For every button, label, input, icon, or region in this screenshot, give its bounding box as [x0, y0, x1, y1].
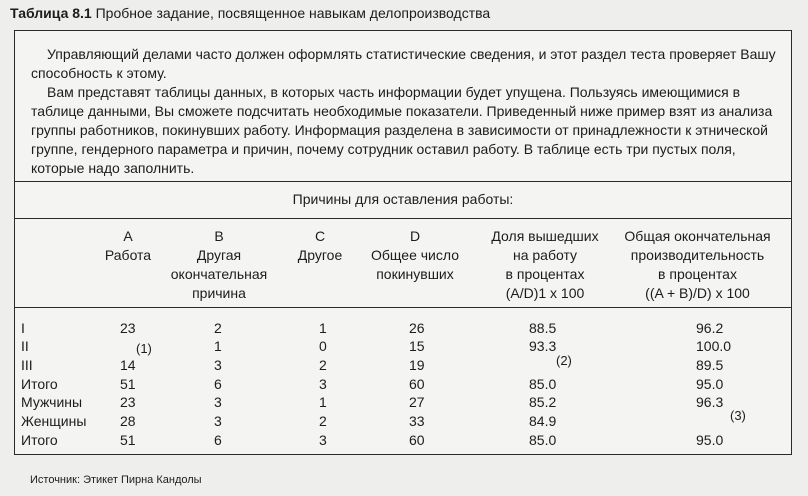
column-header-f-line: производительность — [630, 247, 765, 263]
column-header-d-line: Общее число — [371, 247, 459, 263]
column-header-f-line: в процентах — [658, 266, 737, 282]
blank-marker-1: (1) — [136, 341, 152, 356]
cell-b: 3 — [214, 357, 222, 373]
row-label: III — [21, 357, 33, 373]
column-header-f-line: Общая окончательная — [624, 228, 771, 244]
cell-f: 95.0 — [696, 432, 724, 448]
column-header-e — [481, 227, 609, 303]
cell-c: 1 — [319, 394, 327, 410]
column-header-a-line: A — [123, 228, 133, 244]
cell-e: 85.0 — [529, 376, 557, 392]
column-header-e-line: (A/D)1 x 100 — [505, 285, 585, 301]
column-header-b-line: причина — [192, 285, 246, 301]
cell-f: 89.5 — [696, 357, 724, 373]
blank-marker-3: (3) — [730, 408, 746, 423]
cell-d: 33 — [409, 413, 425, 429]
row-label: Женщины — [21, 413, 87, 429]
cell-c: 3 — [319, 376, 327, 392]
cell-d: 19 — [409, 357, 425, 373]
cell-f: 96.2 — [696, 320, 724, 336]
cell-d: 15 — [409, 338, 425, 354]
blank-marker-2: (2) — [556, 353, 572, 368]
cell-b: 2 — [214, 320, 222, 336]
intro-paragraph-2: Вам представят таблицы данных, в которых часть информации будет упущена. Пользуясь имеющимися в таблице данными, Вы сможете подсчитать необходимые показатели. Приведенный ниже пример взят из анализа группы работников, покинувших работу. Информация разделена в зависимости от принадлежности к этнической группе, гендерного параметра и причин, почему сотрудник оставил работу. В таблице есть три пустых поля, которые надо заполнить. — [31, 84, 773, 176]
column-header-a — [93, 227, 163, 265]
intro-paragraph-1: Управляющий делами часто должен оформлять статистические сведения, и этот раздел теста проверяет Вашу способность к этому. — [31, 46, 776, 81]
column-header-d-line: покинувших — [376, 266, 454, 282]
cell-a: 51 — [120, 432, 136, 448]
divider-body — [15, 307, 791, 308]
cell-c: 2 — [319, 357, 327, 373]
cell-d: 26 — [409, 320, 425, 336]
row-label: I — [21, 320, 25, 336]
cell-f: 95.0 — [696, 376, 724, 392]
cell-d: 60 — [409, 432, 425, 448]
cell-a: 23 — [120, 394, 136, 410]
cell-c: 2 — [319, 413, 327, 429]
cell-d: 27 — [409, 394, 425, 410]
cell-e: 84.9 — [529, 413, 557, 429]
cell-d: 60 — [409, 376, 425, 392]
column-header-b — [159, 227, 279, 303]
row-label: II — [21, 338, 29, 354]
caption-label: Таблица 8.1 — [10, 5, 92, 21]
intro-text — [31, 45, 779, 178]
cell-e: 85.0 — [529, 432, 557, 448]
divider-header — [15, 218, 791, 219]
column-header-d — [360, 227, 470, 284]
cell-c: 1 — [319, 320, 327, 336]
column-header-c-line: C — [314, 228, 326, 244]
column-header-f — [615, 227, 780, 303]
row-label: Итого — [21, 432, 58, 448]
column-header-c — [285, 227, 355, 265]
cell-a: 23 — [120, 320, 136, 336]
cell-e: 88.5 — [529, 320, 557, 336]
cell-f: 96.3 — [696, 394, 724, 410]
task-frame — [14, 30, 792, 455]
column-header-b-line: окончательная — [170, 266, 268, 282]
column-header-f-line: ((A + B)/D) x 100 — [645, 285, 750, 301]
cell-b: 6 — [214, 432, 222, 448]
cell-b: 3 — [214, 413, 222, 429]
reasons-title: Причины для оставления работы: — [292, 191, 514, 207]
column-header-e-line: в процентах — [505, 266, 585, 282]
cell-b: 1 — [214, 338, 222, 354]
row-label: Итого — [21, 376, 58, 392]
cell-c: 3 — [319, 432, 327, 448]
column-header-e-line: Доля вышедших — [491, 228, 599, 244]
column-header-c-line: Другое — [297, 247, 343, 263]
cell-a: 14 — [120, 357, 136, 373]
caption-text: Пробное задание, посвященное навыкам делопроизводства — [95, 5, 491, 21]
cell-a: 28 — [120, 413, 136, 429]
column-header-e-line: на работу — [512, 247, 578, 263]
column-header-b-line: Другая — [196, 247, 242, 263]
cell-a: 51 — [120, 376, 136, 392]
cell-f: 100.0 — [696, 338, 732, 354]
source-note: Источник: Этикет Пирна Кандолы — [30, 474, 202, 486]
cell-c: 0 — [319, 338, 327, 354]
cell-e: 85.2 — [529, 394, 557, 410]
cell-b: 6 — [214, 376, 222, 392]
column-header-d-line: D — [409, 228, 421, 244]
table-caption — [10, 5, 490, 21]
cell-e: 93.3 — [529, 338, 557, 354]
divider-intro — [15, 181, 791, 182]
row-label: Мужчины — [21, 394, 83, 410]
column-header-b-line: B — [214, 228, 224, 244]
cell-b: 3 — [214, 394, 222, 410]
column-header-a-line: Работа — [104, 247, 152, 263]
